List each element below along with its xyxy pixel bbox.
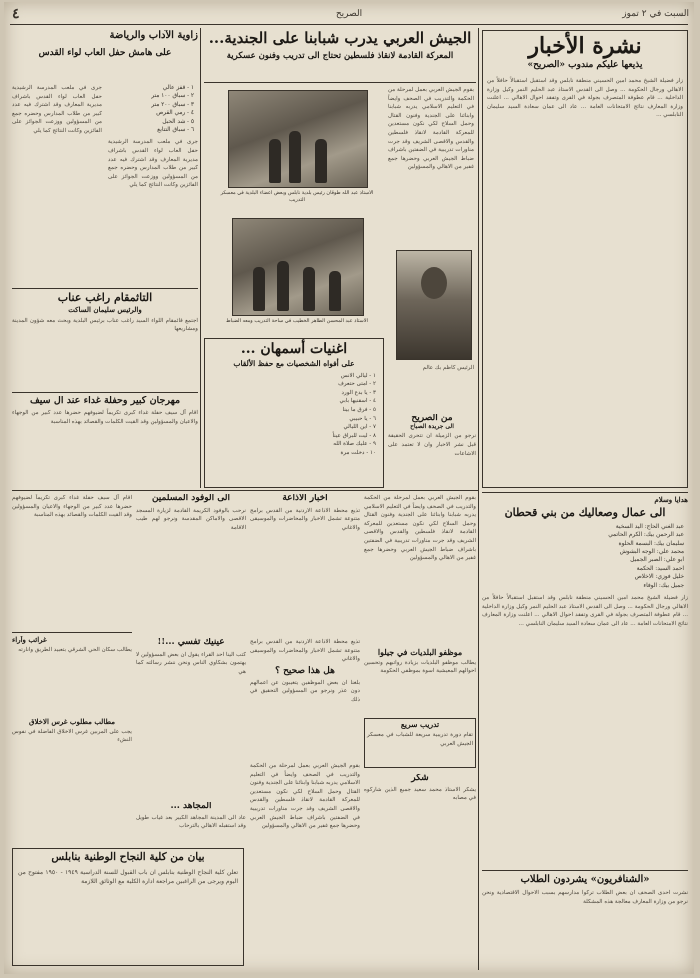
lead-subheadline: المعركة القادمة لانقاذ فلسطين تحتاج الى تدريب وفنون عسكرية [226, 50, 454, 61]
masthead-date: السبت في ٢ تموز [622, 9, 689, 19]
photo-caption-2: الاستاذ عبد المحسن الطاهر الخطيب في ساحة التدريب ومعه الضباط [226, 318, 368, 324]
students-title: «الشنافريون» يشردون الطلاب [520, 874, 650, 885]
list-item: ٨ - ليت للبراق عيناً [332, 432, 376, 439]
college-notice-box [12, 848, 244, 966]
news-subtitle: يذيعها عليكم مندوب «الصريح» [527, 60, 643, 71]
list-item: ٤ - رمي القرص [156, 110, 194, 117]
official-title: التاثمقام راغب عناب [57, 292, 153, 304]
list-item: ٧ - اين الليالي [343, 424, 376, 431]
from-sarih-title: من الصريح [411, 414, 453, 423]
mid-filler [250, 762, 360, 962]
official-body: اجتمع قائمقام اللواء السيد راغب عناب برئيس البلدية وبحث معه شؤون المدينة ومشاريعها [12, 317, 198, 333]
list-item: ١ - ليالي الانس [340, 372, 376, 379]
from-sarih-body: نرجو من الزميلة ان تتحرى الحقيقة قبل نشر الاخبار وان لا تعتمد على الاشاعات [388, 433, 476, 457]
official-subtitle: والرئيس سليمان الساكت [68, 305, 142, 315]
official-box [12, 292, 198, 388]
college-notice-body: تعلن كلية النجاح الوطنية بنابلس ان باب القبول للسنة الدراسية ١٩٤٩ - ١٩٥٠ مفتوح من اليوم ويرجى من الراغبين مراجعة ادارة الكلية مع الوثائق اللازمة [18, 868, 239, 885]
mid-filler-body: بقوم الجيش العربي بعمل لمرحلة من الحكمة والتدريب في الصحف وايضاً في التعليم الاسلامي يدربه شبابنا وابنائنا على الجندية وفنون القتال وحمل السلاح لكي نكون مستعدين للمعركة القادمة لانقاذ فلسطين والقدس والاقصى الشريف وقد جرت مناورات تدريبية في الضفتين باشراف ضباط الجيش العربي وحضرها جمع غفير من الاهالي والمسؤولين [250, 763, 360, 830]
news-title: نشرة الأخبار [528, 33, 642, 59]
requests-body: يطالب سكان الحي الشرقي بتعبيد الطريق وانارته [18, 646, 132, 653]
list-item: ٢ - امتى حتعرف [338, 381, 376, 388]
column-b-title: هل هذا صحيح ؟ [275, 665, 335, 676]
grantor-section [12, 718, 132, 838]
column-b-intro: تذيع محطة الاذاعة الاردنية من القدس برامج متنوعة تشمل الاخبار والمحاضرات والموسيقى والاغاني [250, 639, 360, 663]
grantor-body: يجب على المربين غرس الاخلاق الفاضلة في نفوس النشء [12, 728, 132, 744]
column-a-body: كتب الينا احد القراء يقول ان بعض المسؤولين لا يهتمون بشكاوي الناس ونحن ننشر رسالته كما هي [136, 651, 246, 676]
delegations-title: الى الوفود المسلمين [151, 494, 231, 503]
college-notice-title: بيان من كلية النجاح الوطنية بنابلس [51, 851, 205, 863]
songs-subtitle: على أفواه الشخصيات مع حفظ الألقاب [233, 359, 355, 369]
from-sarih-sub: الى جريدة الصباح [410, 422, 454, 430]
column-b-section [250, 638, 360, 758]
greetings-headline: الى عمال وصعاليك من بني قحطان [504, 505, 666, 519]
thanks-body: يشكر الاستاذ محمد سعيد جميع الذين شاركوه في مصابه [364, 786, 476, 802]
greetings-list [482, 523, 688, 590]
list-item: ٥ - فرق ما بينا [342, 407, 376, 414]
lead-photo-1 [228, 90, 368, 188]
songs-box [204, 338, 384, 488]
list-item: ابو علي: الصبر الجميل [630, 557, 684, 564]
citizens-title: موظفو البلديات في جيلوا [377, 647, 463, 657]
mujahid-section [136, 802, 246, 842]
news-body: زار فضيلة الشيخ محمد امين الحسيني منطقة نابلس وقد استقبل استقبالاً حافلاً من الاهالي ورجال الحكومة ... وصل الى القدس الاستاذ عبد الحليم النمر وكيل وزارة الداخلية ... قام عطوفة المتصرف بجولة في القرى وتفقد احوال الاهالي ... اعلنت وزارة المعارف نتائج الامتحانات العامة ... عاد الى عمان سعادة السيد سليمان النابلسي ... [487, 78, 683, 119]
seminar-body: تقام دورة تدريبية سريعة للشباب في معسكر الجيش العربي [367, 732, 473, 747]
delegations-body: نرحب بالوفود الكريمة القادمة لزيارة المسجد الاقصى والاماكن المقدسة ونرجو لهم طيب الاقامة [136, 507, 246, 532]
list-item: ٦ - سباق التتابع [157, 127, 194, 134]
list-item: ١٠ - دخلت مرة [340, 449, 376, 456]
sidebar-title: زاوية الآداب والرياضة [109, 30, 198, 41]
greetings-body-filler: زار فضيلة الشيخ محمد امين الحسيني منطقة نابلس وقد استقبل استقبالاً حافلاً من الاهالي ورجال الحكومة ... وصل الى القدس الاستاذ عبد الحليم النمر وكيل وزارة الداخلية ... قام عطوفة المتصرف بجولة في القرى وتفقد احوال الاهالي ... اعلنت وزارة المعارف نتائج الامتحانات العامة ... عاد الى عمان سعادة السيد سليمان النابلسي ... [482, 595, 688, 627]
column-b-body: بلغنا ان بعض الموظفين يتغيبون عن اعمالهم دون عذر ونرجو من المسؤولين التحقيق في ذلك [250, 679, 360, 703]
citizens-letter [12, 494, 132, 624]
list-item: ٣ - يا بدع الورد [341, 389, 376, 396]
list-item: ٩ - عليك صلاة الله [333, 441, 376, 448]
photo-caption-1: الاستاذ عبد الله طوقان رئيس بلدية نابلس وبعض اعضاء البلدية في معسكر التدريب [220, 190, 374, 203]
list-item: احمد السيد: الحكمة [636, 565, 684, 572]
broadcast-body: تذيع محطة الاذاعة الاردنية من القدس برامج متنوعة تشمل الاخبار والمحاضرات والموسيقى والاغاني [250, 507, 360, 532]
thanks-title: شكر [411, 774, 429, 783]
mujahid-title: المجاهد ... [170, 802, 212, 811]
masthead-center: الصريح [335, 9, 363, 19]
sidebar-body-left: جرى في ملعب المدرسة الرشيدية حفل العاب لواء القدس باشراف مديرية المعارف وقد اشترك فيه عدد كبير من طلاب المدارس وحضره جمع من المسؤولين ووزعت الجوائز على الفائزين وكانت النتائج كما يلي [12, 85, 102, 134]
songs-list [208, 372, 380, 458]
page-number: ٤ [12, 6, 20, 20]
students-body: نشرت احدى الصحف ان بعض الطلاب تركوا مدارسهم بسبب الاحوال الاقتصادية ونحن نرجو من وزارة المعارف معالجة هذه المشكلة [482, 890, 688, 905]
list-item: ١ - قفز عالي [162, 85, 194, 91]
from-sarih-section [388, 414, 476, 488]
citizens-body: يطالب موظفو البلديات بزيادة رواتبهم وتحسين احوالهم المعيشية اسوة بموظفي الحكومة [364, 659, 476, 675]
greetings-title: هدايا وسلام [654, 496, 688, 504]
seminar-title: تدريب سريع [400, 720, 440, 729]
students-section [482, 874, 688, 970]
list-item: ٦ - يا حبيبي [349, 415, 376, 422]
thanks-section [364, 774, 476, 844]
requests-section [12, 636, 132, 716]
sidebar-header [12, 30, 198, 82]
list-item: سليمان بيك: البسمة الحلوة [618, 540, 684, 547]
songs-title: اغنيات أسمهان ... [240, 341, 348, 357]
lead-photo-2 [232, 218, 364, 316]
requests-title: غرائب وآراء [12, 636, 47, 644]
festival-headline: مهرجان كبير وحفلة غداء عند آل سيف [29, 396, 181, 406]
broadcast-section [250, 494, 360, 634]
sidebar-list-col [108, 84, 198, 284]
list-item: ٤ - اسقنيها بابي [339, 398, 376, 405]
citizens-col-body: بقوم الجيش العربي بعمل لمرحلة من الحكمة والتدريب في الصحف وايضاً في التعليم الاسلامي يدربه شبابنا وابنائنا على الجندية وفنون القتال وحمل السلاح لكي نكون مستعدين للمعركة القادمة لانقاذ فلسطين والقدس والاقصى الشريف وقد جرت مناورات تدريبية في الضفتين باشراف ضباط الجيش العربي وحضرها جمع غفير من الاهالي والمسؤولين [364, 495, 476, 562]
delegations-section [136, 494, 246, 634]
column-a-section [136, 638, 246, 758]
lead-headline: الجيش العربي يدرب شبابنا على الجندية... [208, 30, 472, 47]
list-item: عبد الغني الحاج: اليد السخية [615, 523, 684, 530]
broadcast-title: اخبار الاذاعة [282, 494, 328, 503]
sidebar-list [108, 84, 198, 134]
citizens-letter-body: اقام آل سيف حفلة غداء كبرى تكريماً لضيوفهم حضرها عدد كبير من الوجهاء والاعيان والمسؤولين وقد القيت الكلمات والقصائد بهذه المناسبة [12, 495, 132, 519]
portrait-photo [396, 250, 472, 360]
news-bulletin [482, 30, 688, 488]
grantor-title: مطالب مطلوب غرس الاخلاق [29, 718, 115, 726]
list-item: خليل فوزي: الاخلاص [634, 574, 684, 581]
list-item: عبد الرحمن بيك: الكرم الحاتمي [608, 532, 684, 539]
portrait-caption: الرئيس كاظم بك عالم [422, 365, 474, 371]
citizens-section [364, 494, 476, 712]
list-item: جميل بيك: الوفاء [643, 582, 684, 589]
column-a-title: عينيك تفسي ...!! [157, 638, 225, 647]
seminar-box [364, 718, 476, 768]
mujahid-body: عاد الى المدينة المجاهد الكبير بعد غياب طويل وقد استقبله الاهالي بالترحاب [136, 814, 246, 830]
list-item: ٣ - سباق ٢٠٠ متر [151, 101, 194, 108]
masthead-rule [10, 24, 688, 25]
list-item: ٢ - سباق ١٠٠ متر [151, 93, 194, 100]
newspaper-page [4, 2, 694, 974]
lead-story-header [204, 30, 476, 82]
lead-body: بقوم الجيش العربي بعمل لمرحلة من الحكمة والتدريب في الصحف وايضاً في التعليم الاسلامي يدربه شبابنا وابنائنا على الجندية وفنون القتال وحمل السلاح لكي نكون مستعدين للمعركة القادمة لانقاذ فلسطين والقدس والاقصى الشريف وقد جرت مناورات تدريبية في الضفتين باشراف ضباط الجيش العربي وحضرها جمع غفير من الاهالي والمسؤولين [388, 87, 474, 171]
list-item: محمد علي: الوجه البشوش [619, 549, 684, 555]
list-item: ٥ - شد الحبل [162, 118, 194, 125]
sidebar-headline: على هامش حفل العاب لواء القدس [38, 48, 172, 58]
sidebar-body-right: جرى في ملعب المدرسة الرشيدية حفل العاب لواء القدس باشراف مديرية المعارف وقد اشترك فيه عدد كبير من طلاب المدارس وحضره جمع من المسؤولين ووزعت الجوائز على الفائزين وكانت النتائج كما يلي [108, 139, 198, 189]
festival-section [12, 396, 198, 488]
festival-body: اقام آل سيف حفلة غداء كبرى تكريماً لضيوفهم حضرها عدد كبير من الوجهاء والاعيان والمسؤولين وقد القيت الكلمات والقصائد بهذه المناسبة [12, 410, 198, 426]
greetings-section [482, 496, 688, 866]
